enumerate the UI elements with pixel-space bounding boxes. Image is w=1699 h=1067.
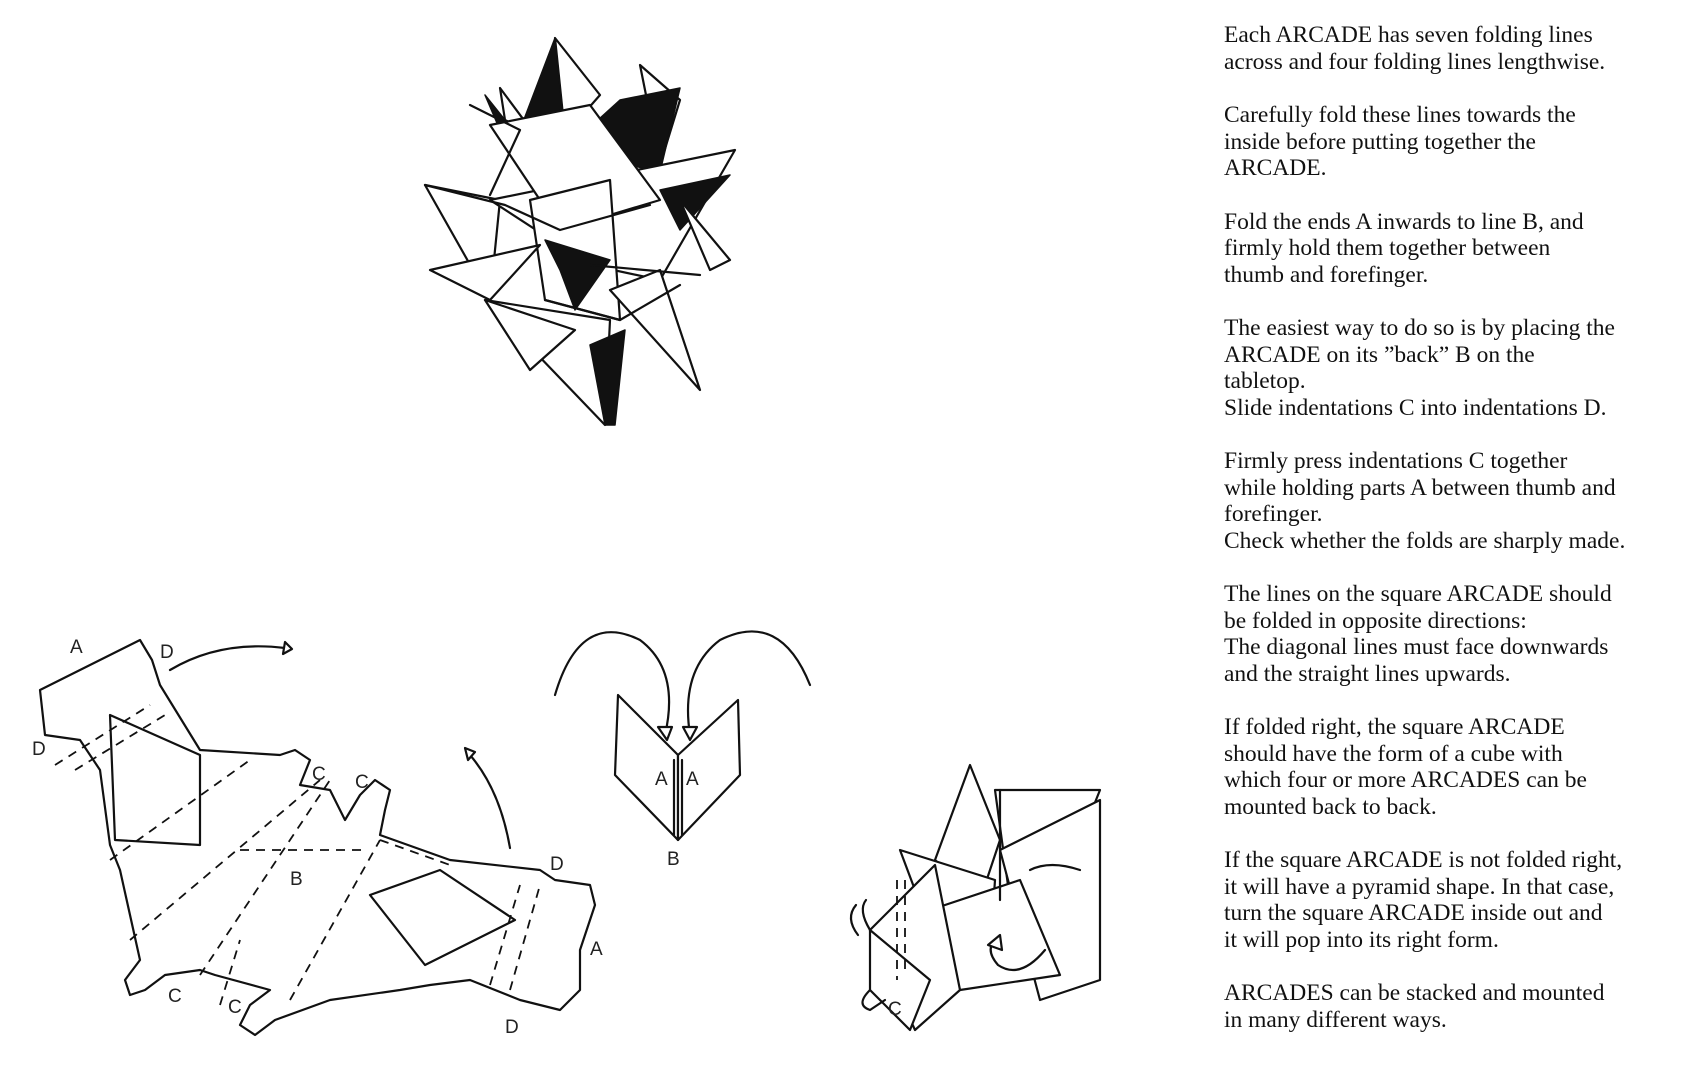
label-c: C [888,999,902,1020]
text-line: The diagonal lines must face downwards [1224,634,1609,660]
instruction-paragraph [1224,102,1694,182]
text-line: and the straight lines upwards. [1224,660,1511,687]
text-line: mounted back to back. [1224,793,1437,820]
text-line: If the square ARCADE is not folded right, [1224,847,1623,873]
label-b: B [667,849,680,870]
text-line: while holding parts A between thumb and [1224,474,1616,501]
partial-assembly-illustration [851,765,1100,1030]
text-line: inside before putting together the [1224,128,1536,155]
label-c: C [228,997,242,1018]
instruction-paragraph [1224,315,1694,421]
text-line: which four or more ARCADES can be [1224,767,1587,793]
text-line: ARCADES can be stacked and mounted [1224,980,1605,1006]
label-c: C [312,764,326,785]
label-a: A [655,769,668,790]
text-line: Firmly press indentations C together [1224,448,1568,474]
text-line: The easiest way to do so is by placing the [1224,315,1615,341]
instruction-paragraph [1224,448,1694,554]
label-d: D [160,642,174,663]
text-line: Check whether the folds are sharply made. [1224,527,1626,554]
label-d: D [32,739,46,760]
text-line: ARCADE on its ”back” B on the [1224,341,1535,368]
label-c: C [355,772,369,793]
text-line: tabletop. [1224,368,1306,394]
instruction-paragraph [1224,847,1694,953]
text-line: Slide indentations C into indentations D. [1224,394,1607,421]
instruction-paragraph [1224,209,1694,289]
unfolded-sheet-illustration [32,637,603,1038]
text-line: across and four folding lines lengthwise. [1224,48,1606,75]
text-line: forefinger. [1224,501,1323,527]
text-line: If folded right, the square ARCADE [1224,714,1565,740]
label-c: C [168,986,182,1007]
instruction-paragraph [1224,581,1694,687]
instruction-paragraph [1224,714,1694,820]
instruction-paragraph [1224,22,1694,75]
text-line: it will pop into its right form. [1224,926,1499,953]
label-a: A [590,939,603,960]
instructions-column [1224,22,1694,1060]
text-line: it will have a pyramid shape. In that case, [1224,873,1615,900]
instruction-paragraph [1224,980,1694,1033]
text-line: thumb and forefinger. [1224,261,1429,288]
text-line: should have the form of a cube with [1224,740,1563,767]
label-a: A [70,637,83,658]
assembled-star-illustration [425,38,735,425]
label-d: D [550,854,564,875]
text-line: Each ARCADE has seven folding lines [1224,22,1593,48]
text-line: be folded in opposite directions: [1224,607,1527,634]
text-line: Fold the ends A inwards to line B, and [1224,208,1584,235]
text-line: ARCADE. [1224,155,1327,181]
text-line: turn the square ARCADE inside out and [1224,900,1603,926]
fold-ends-illustration [555,631,810,870]
text-line: Carefully fold these lines towards the [1224,102,1576,128]
label-a: A [686,769,699,790]
text-line: firmly hold them together between [1224,235,1551,261]
label-d: D [505,1017,519,1038]
text-line: in many different ways. [1224,1006,1447,1033]
label-b: B [290,869,303,890]
text-line: The lines on the square ARCADE should [1224,581,1612,607]
